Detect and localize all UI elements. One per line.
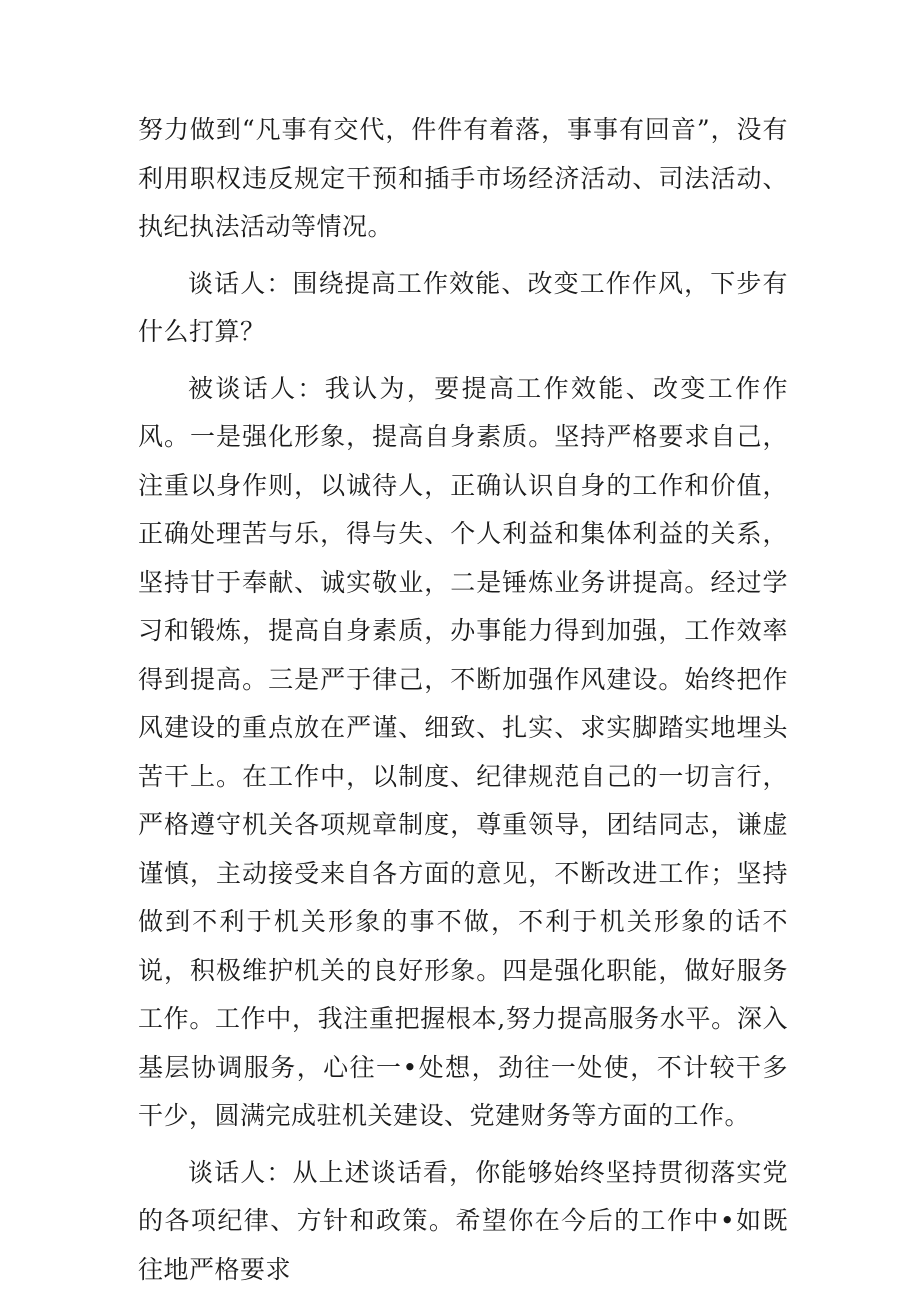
paragraph-interviewer-summary: 谈话人：从上述谈话看，你能够始终坚持贯彻落实党的各项纪律、方针和政策。希望你在今后的工作中•如既往地严格要求 — [138, 1157, 788, 1284]
paragraph-interviewer-question: 谈话人：围绕提高工作效能、改变工作作风，下步有什么打算？ — [138, 268, 788, 346]
document-body — [138, 106, 788, 1302]
paragraph-continuation: 努力做到“凡事有交代，件件有着落，事事有回音”，没有利用职权违反规定干预和插手市场经济活动、司法活动、执纪执法活动等情况。 — [138, 115, 788, 241]
paragraph-interviewee-answer: 被谈话人：我认为，要提高工作效能、改变工作作风。一是强化形象，提高自身素质。坚持严格要求自己，注重以身作则，以诚待人，正确认识自身的工作和价值，正确处理苦与乐，得与失、个人利益和集体利益的关系，坚持甘于奉献、诚实敬业，二是锤炼业务讲提高。经过学习和锻炼，提高自身素质，办事能力得到加强，工作效率得到提高。三是严于律己，不断加强作风建设。始终把作风建设的重点放在严谨、细致、扎实、求实脚踏实地埋头苦干上。在工作中，以制度、纪律规范自己的一切言行，严格遵守机关各项规章制度，尊重领导，团结同志，谦虚谨慎，主动接受来自各方面的意见，不断改进工作；坚持做到不利于机关形象的事不做，不利于机关形象的话不说，积极维护机关的良好形象。四是强化职能，做好服务工作。工作中，我注重把握根本,努力提高服务水平。深入基层协调服务，心往一•处想，劲往一处使，不计较干多干少，圆满完成驻机关建设、党建财务等方面的工作。 — [138, 373, 788, 1130]
